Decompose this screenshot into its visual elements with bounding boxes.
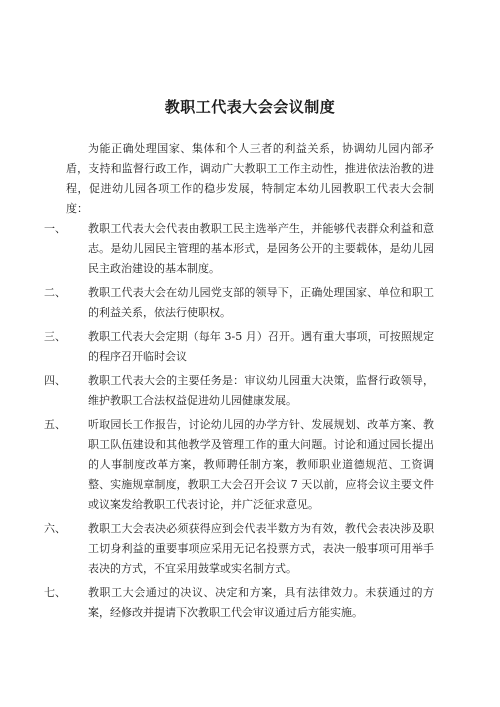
clause-text: 听取园长工作报告，讨论幼儿园的办学方针、发展规划、改革方案、教职工队伍建设和其他教学及管理工作的重大问题。讨论和通过园长提出的人事制度改革方案，教师聘任制方案，教师职业道德规范、工资调整、实施规章制度，教职工大会召开会议 7 天以前，应将会议主要文件或议案发给教职工代表讨论，并广泛征求意见。 xyxy=(88,418,434,511)
clause-text: 教职工代表大会的主要任务是：审议幼儿园重大决策，监督行政领导，维护教职工合法权益促进幼儿园健康发展。 xyxy=(88,374,434,407)
clause-text: 教职工大会表决必须获得应到会代表半数方为有效，教代会表决涉及职工切身利益的重要事项应采用无记名投票方式，表决一般事项可用举手表决的方式，不宜采用鼓掌或实名制方式。 xyxy=(88,522,434,575)
intro-paragraph: 为能正确处理国家、集体和个人三者的利益关系，协调幼儿园内部矛盾，支持和监督行政工作，调动广大教职工工作主动性，推进依法治教的进程，促进幼儿园各项工作的稳步发展，特制定本幼儿园教职工代表大会制度： xyxy=(66,142,434,215)
clause-text: 教职工代表大会定期（每年 3-5 月）召开。遇有重大事项，可按照规定的程序召开临时会议 xyxy=(88,330,434,363)
clause-item xyxy=(44,371,434,411)
clause-number: 六、 xyxy=(44,522,66,535)
clause-item xyxy=(44,519,434,579)
clause-text: 教职工代表大会在幼儿园党支部的领导下，正确处理国家、单位和职工的利益关系，依法行使职权。 xyxy=(88,286,434,319)
clause-number: 一、 xyxy=(44,222,66,235)
clause-number: 七、 xyxy=(44,586,66,599)
clause-number: 三、 xyxy=(44,330,66,343)
clause-number: 五、 xyxy=(44,418,66,431)
clause-item xyxy=(44,219,434,279)
clause-number: 四、 xyxy=(44,374,66,387)
document-title: 教职工代表大会会议制度 xyxy=(164,98,336,116)
clause-text: 教职工代表大会代表由教职工民主选举产生，并能够代表群众利益和意志。是幼儿园民主管理的基本形式，是园务公开的主要载体，是幼儿园民主政治建设的基本制度。 xyxy=(88,222,434,275)
clause-item xyxy=(44,583,434,623)
clause-number: 二、 xyxy=(44,286,66,299)
clause-item xyxy=(44,283,434,323)
clause-item xyxy=(44,415,434,515)
clause-item xyxy=(44,327,434,367)
clause-list xyxy=(44,219,434,623)
clause-text: 教职工大会通过的决议、决定和方案，具有法律效力。未获通过的方案，经修改并提请下次教职工代会审议通过后方能实施。 xyxy=(88,586,434,619)
